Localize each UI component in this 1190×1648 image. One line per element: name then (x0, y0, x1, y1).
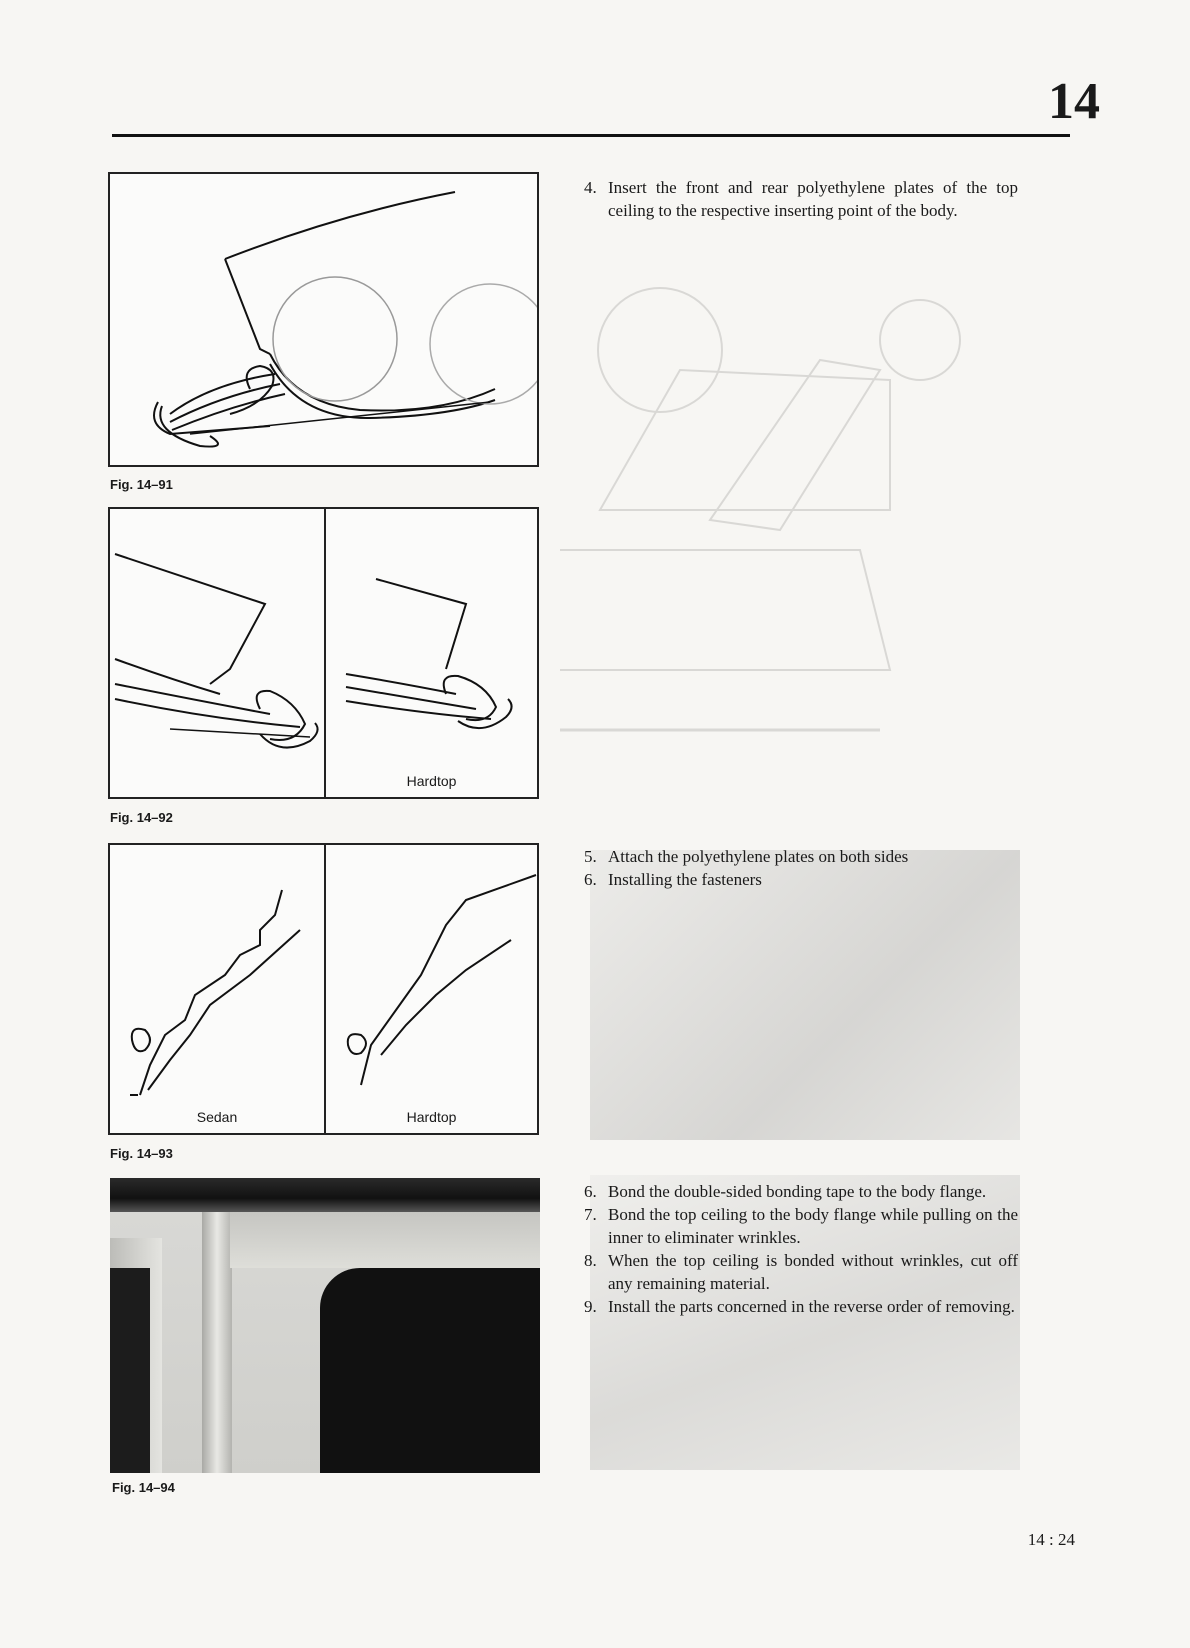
figure-label: Fig. 14–92 (110, 810, 173, 825)
chapter-number: 14 (1048, 73, 1100, 130)
step-group-3 (584, 1180, 1018, 1318)
step-text: Attach the polyethylene plates on both sides (608, 847, 909, 866)
photo-door-pillar (202, 1212, 232, 1473)
figure-caption-hardtop: Hardtop (406, 1109, 457, 1125)
step-item (584, 1249, 1018, 1295)
step-number: 4. (584, 178, 597, 197)
figure-14-92 (108, 507, 539, 799)
step-group-2 (584, 845, 1018, 891)
photo-window-left (110, 1268, 150, 1473)
step-item (584, 176, 1018, 222)
figure-14-91 (108, 172, 539, 467)
figure-label: Fig. 14–94 (112, 1480, 175, 1495)
hardtop-fastener-diagram (326, 845, 538, 1115)
step-item (584, 1180, 1018, 1203)
figure-caption-hardtop: Hardtop (406, 773, 457, 789)
sedan-cross-section-diagram (110, 509, 324, 799)
step-number: 7. (584, 1205, 597, 1224)
step-item (584, 1203, 1018, 1249)
step-number: 8. (584, 1251, 597, 1270)
step-text: Installing the fasteners (608, 870, 762, 889)
header-rule (112, 134, 1070, 137)
step-group-1 (584, 176, 1018, 222)
step-number: 5. (584, 847, 597, 866)
step-number: 9. (584, 1297, 597, 1316)
photo-top-rail (110, 1178, 540, 1212)
step-text: Bond the double-sided bonding tape to the body flange. (608, 1182, 987, 1201)
step-text: Install the parts concerned in the reverse order of removing. (608, 1297, 1015, 1316)
step-item (584, 845, 1018, 868)
page-number: 14 : 24 (1027, 1530, 1075, 1549)
bleed-through-photo (590, 850, 1020, 1140)
figure-label: Fig. 14–93 (110, 1146, 173, 1161)
figure-label: Fig. 14–91 (110, 477, 173, 492)
sedan-fastener-diagram (110, 845, 324, 1115)
figure-caption-sedan: Sedan (196, 1109, 238, 1125)
photo-window-right (320, 1268, 540, 1473)
step-item (584, 868, 1018, 891)
photo-ceiling-edge (230, 1212, 540, 1268)
step-text: Bond the top ceiling to the body flange while pulling on the inner to eliminater wrinkles. (608, 1205, 1018, 1247)
step-number: 6. (584, 870, 597, 889)
step-text: Insert the front and rear polyethylene plates of the top ceiling to the respective inserting point of the body. (608, 178, 1018, 220)
step-number: 6. (584, 1182, 597, 1201)
figure-14-93 (108, 843, 539, 1135)
hardtop-cross-section-diagram (326, 509, 538, 779)
ceiling-insert-diagram (110, 174, 537, 465)
figure-14-94-photo (110, 1178, 540, 1473)
step-item (584, 1295, 1018, 1318)
step-text: When the top ceiling is bonded without wrinkles, cut off any remaining material. (608, 1251, 1018, 1293)
bleed-through-diagram (560, 250, 1080, 770)
